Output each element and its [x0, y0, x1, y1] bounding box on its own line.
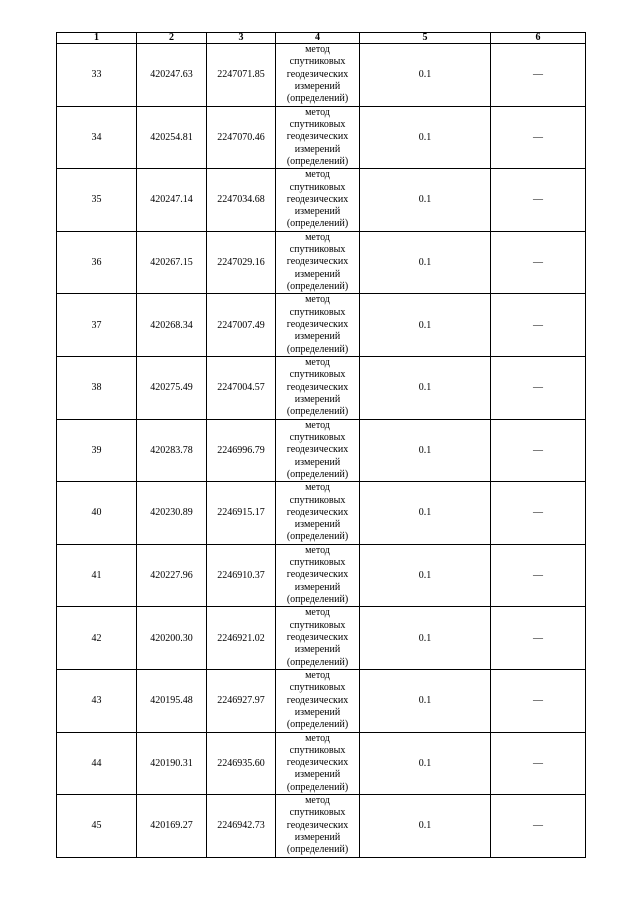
description-cell: — — [491, 419, 586, 482]
description-cell: — — [491, 544, 586, 607]
method-line: геодезических — [286, 444, 349, 456]
method-line: геодезических — [286, 193, 349, 205]
method-line: спутниковых — [289, 744, 346, 756]
accuracy-cell: 0.1 — [360, 294, 491, 357]
method-line: (определений) — [286, 593, 349, 605]
method-line: геодезических — [286, 319, 349, 331]
table-row — [57, 482, 586, 545]
method-cell — [276, 231, 360, 294]
method-cell — [276, 482, 360, 545]
accuracy-cell: 0.1 — [360, 732, 491, 795]
method-line: геодезических — [286, 68, 349, 80]
method-line: измерений — [294, 832, 341, 844]
y-coordinate-cell: 2247070.46 — [207, 106, 276, 169]
y-coordinate-cell: 2246996.79 — [207, 419, 276, 482]
x-coordinate-cell: 420227.96 — [137, 544, 207, 607]
method-line: (определений) — [286, 406, 349, 418]
accuracy-cell: 0.1 — [360, 419, 491, 482]
header-col-1: 1 — [57, 33, 137, 44]
x-coordinate-cell: 420275.49 — [137, 356, 207, 419]
header-col-6: 6 — [491, 33, 586, 44]
x-coordinate-cell: 420190.31 — [137, 732, 207, 795]
method-line: метод — [305, 544, 330, 556]
description-cell: — — [491, 106, 586, 169]
accuracy-cell: 0.1 — [360, 169, 491, 232]
accuracy-cell: 0.1 — [360, 544, 491, 607]
point-number-cell: 41 — [57, 544, 137, 607]
method-line: (определений) — [286, 155, 349, 167]
method-line: метод — [305, 607, 330, 619]
accuracy-cell: 0.1 — [360, 356, 491, 419]
method-line: метод — [305, 357, 330, 369]
table-row — [57, 795, 586, 858]
description-cell: — — [491, 356, 586, 419]
description-cell: — — [491, 231, 586, 294]
method-line: геодезических — [286, 381, 349, 393]
y-coordinate-cell: 2247007.49 — [207, 294, 276, 357]
table-row — [57, 356, 586, 419]
method-line: спутниковых — [289, 807, 346, 819]
header-col-3: 3 — [207, 33, 276, 44]
method-line: спутниковых — [289, 118, 346, 130]
x-coordinate-cell: 420283.78 — [137, 419, 207, 482]
point-number-cell: 42 — [57, 607, 137, 670]
point-number-cell: 37 — [57, 294, 137, 357]
method-cell — [276, 106, 360, 169]
table-row — [57, 669, 586, 732]
method-line: измерений — [294, 644, 341, 656]
method-line: спутниковых — [289, 557, 346, 569]
method-line: геодезических — [286, 256, 349, 268]
description-cell: — — [491, 607, 586, 670]
point-number-cell: 36 — [57, 231, 137, 294]
x-coordinate-cell: 420247.14 — [137, 169, 207, 232]
method-cell — [276, 294, 360, 357]
method-cell — [276, 169, 360, 232]
header-col-5: 5 — [360, 33, 491, 44]
method-line: измерений — [294, 581, 341, 593]
method-line: геодезических — [286, 569, 349, 581]
x-coordinate-cell: 420268.34 — [137, 294, 207, 357]
method-line: измерений — [294, 143, 341, 155]
header-row — [57, 33, 586, 44]
method-line: (определений) — [286, 719, 349, 731]
description-cell: — — [491, 732, 586, 795]
x-coordinate-cell: 420169.27 — [137, 795, 207, 858]
table-row — [57, 44, 586, 107]
method-line: метод — [305, 482, 330, 494]
point-number-cell: 38 — [57, 356, 137, 419]
method-line: метод — [305, 231, 330, 243]
method-cell — [276, 419, 360, 482]
method-line: (определений) — [286, 468, 349, 480]
point-number-cell: 35 — [57, 169, 137, 232]
method-line: спутниковых — [289, 56, 346, 68]
method-line: (определений) — [286, 93, 349, 105]
table-row — [57, 169, 586, 232]
method-line: (определений) — [286, 781, 349, 793]
y-coordinate-cell: 2247034.68 — [207, 169, 276, 232]
method-line: измерений — [294, 393, 341, 405]
method-line: (определений) — [286, 281, 349, 293]
method-line: измерений — [294, 206, 341, 218]
method-line: геодезических — [286, 131, 349, 143]
method-line: измерений — [294, 456, 341, 468]
y-coordinate-cell: 2247004.57 — [207, 356, 276, 419]
description-cell: — — [491, 669, 586, 732]
point-number-cell: 34 — [57, 106, 137, 169]
table-row — [57, 607, 586, 670]
method-line: метод — [305, 106, 330, 118]
y-coordinate-cell: 2247071.85 — [207, 44, 276, 107]
y-coordinate-cell: 2246915.17 — [207, 482, 276, 545]
x-coordinate-cell: 420254.81 — [137, 106, 207, 169]
method-line: (определений) — [286, 844, 349, 856]
method-cell — [276, 356, 360, 419]
description-cell: — — [491, 294, 586, 357]
x-coordinate-cell: 420230.89 — [137, 482, 207, 545]
accuracy-cell: 0.1 — [360, 231, 491, 294]
method-line: измерений — [294, 268, 341, 280]
description-cell: — — [491, 169, 586, 232]
x-coordinate-cell: 420195.48 — [137, 669, 207, 732]
accuracy-cell: 0.1 — [360, 106, 491, 169]
method-line: метод — [305, 669, 330, 681]
header-col-2: 2 — [137, 33, 207, 44]
method-line: (определений) — [286, 656, 349, 668]
method-line: геодезических — [286, 694, 349, 706]
coordinates-table — [56, 32, 586, 858]
method-line: измерений — [294, 519, 341, 531]
method-line: спутниковых — [289, 431, 346, 443]
point-number-cell: 44 — [57, 732, 137, 795]
y-coordinate-cell: 2246935.60 — [207, 732, 276, 795]
method-line: (определений) — [286, 218, 349, 230]
method-line: спутниковых — [289, 619, 346, 631]
point-number-cell: 39 — [57, 419, 137, 482]
table-row — [57, 294, 586, 357]
y-coordinate-cell: 2247029.16 — [207, 231, 276, 294]
method-line: спутниковых — [289, 494, 346, 506]
method-line: геодезических — [286, 757, 349, 769]
y-coordinate-cell: 2246942.73 — [207, 795, 276, 858]
method-cell — [276, 544, 360, 607]
method-line: метод — [305, 732, 330, 744]
method-line: (определений) — [286, 531, 349, 543]
description-cell: — — [491, 795, 586, 858]
method-cell — [276, 732, 360, 795]
table-row — [57, 544, 586, 607]
method-line: метод — [305, 795, 330, 807]
method-line: метод — [305, 44, 330, 56]
point-number-cell: 45 — [57, 795, 137, 858]
header-col-4: 4 — [276, 33, 360, 44]
method-line: геодезических — [286, 506, 349, 518]
accuracy-cell: 0.1 — [360, 44, 491, 107]
method-line: измерений — [294, 331, 341, 343]
point-number-cell: 33 — [57, 44, 137, 107]
method-line: измерений — [294, 769, 341, 781]
method-line: (определений) — [286, 343, 349, 355]
method-line: геодезических — [286, 819, 349, 831]
method-line: метод — [305, 169, 330, 181]
x-coordinate-cell: 420200.30 — [137, 607, 207, 670]
method-line: метод — [305, 419, 330, 431]
point-number-cell: 40 — [57, 482, 137, 545]
point-number-cell: 43 — [57, 669, 137, 732]
table-row — [57, 106, 586, 169]
method-line: спутниковых — [289, 181, 346, 193]
table-row — [57, 231, 586, 294]
y-coordinate-cell: 2246910.37 — [207, 544, 276, 607]
method-line: спутниковых — [289, 369, 346, 381]
y-coordinate-cell: 2246921.02 — [207, 607, 276, 670]
method-line: измерений — [294, 706, 341, 718]
accuracy-cell: 0.1 — [360, 607, 491, 670]
accuracy-cell: 0.1 — [360, 795, 491, 858]
method-line: спутниковых — [289, 244, 346, 256]
method-line: спутниковых — [289, 682, 346, 694]
method-line: измерений — [294, 80, 341, 92]
method-cell — [276, 44, 360, 107]
description-cell: — — [491, 482, 586, 545]
method-cell — [276, 607, 360, 670]
description-cell: — — [491, 44, 586, 107]
x-coordinate-cell: 420247.63 — [137, 44, 207, 107]
accuracy-cell: 0.1 — [360, 482, 491, 545]
y-coordinate-cell: 2246927.97 — [207, 669, 276, 732]
method-line: метод — [305, 294, 330, 306]
method-cell — [276, 795, 360, 858]
table-row — [57, 419, 586, 482]
method-line: спутниковых — [289, 306, 346, 318]
method-line: геодезических — [286, 631, 349, 643]
table-row — [57, 732, 586, 795]
x-coordinate-cell: 420267.15 — [137, 231, 207, 294]
accuracy-cell: 0.1 — [360, 669, 491, 732]
method-cell — [276, 669, 360, 732]
